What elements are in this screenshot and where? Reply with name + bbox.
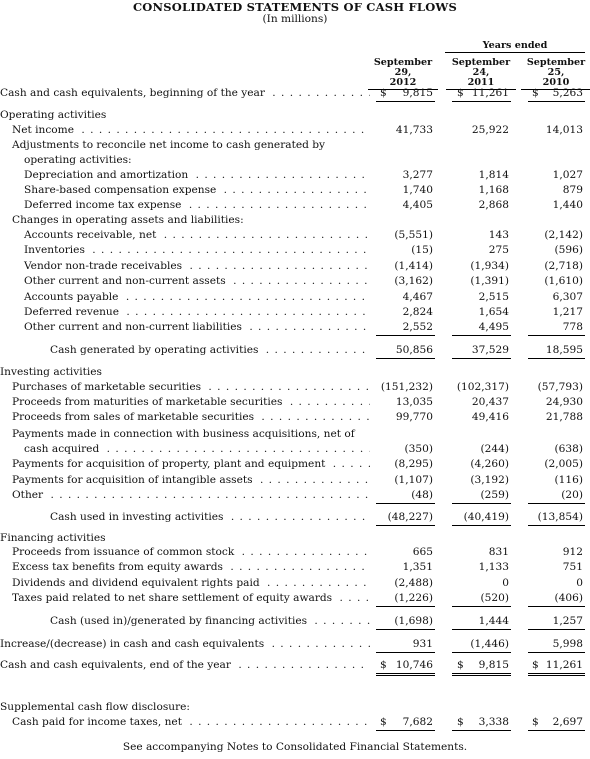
row-label	[0, 614, 370, 629]
row-label-text: operating activities:	[24, 154, 135, 166]
row-label-text: Payments made in connection with business acquisitions, net of	[12, 428, 358, 440]
double-underline	[452, 673, 511, 674]
footnote: See accompanying Notes to Consolidated Financial Statements.	[122, 741, 468, 753]
row-value-1: (1,226)	[394, 592, 433, 604]
row-value-2: 0	[502, 577, 509, 589]
row-value-3: (596)	[554, 244, 583, 256]
table-row	[0, 153, 590, 168]
table-row	[0, 715, 590, 730]
row-label	[0, 658, 370, 673]
table-row	[0, 510, 590, 525]
table-row	[0, 700, 590, 715]
underline	[376, 335, 435, 336]
row-value-2: 37,529	[471, 344, 509, 356]
row-label-text: Adjustments to reconcile net income to cash generated by	[12, 139, 328, 151]
table-row	[0, 108, 590, 123]
row-label-text: Increase/(decrease) in cash and cash equivalents	[0, 638, 267, 650]
table-row	[0, 305, 590, 320]
row-label	[0, 168, 370, 183]
row-label	[0, 343, 370, 358]
currency-symbol: $	[457, 716, 464, 728]
table-row	[0, 591, 590, 606]
row-label-text: Financing activities	[0, 532, 109, 544]
row-label	[0, 473, 370, 488]
table-row	[0, 637, 590, 652]
row-label-text: Excess tax benefits from equity awards	[12, 561, 226, 573]
row-label-text: Share-based compensation expense	[24, 184, 219, 196]
row-label-text: Net income	[12, 124, 77, 136]
row-label-text: Accounts receivable, net	[24, 229, 159, 241]
row-value-1: (151,232)	[380, 381, 433, 393]
table-row	[0, 442, 590, 457]
table-row	[0, 86, 590, 101]
row-value-3: (20)	[561, 489, 583, 501]
row-label	[0, 395, 370, 410]
row-label	[0, 715, 370, 730]
table-row	[0, 560, 590, 575]
row-value-1: 41,733	[395, 124, 433, 136]
row-label	[0, 457, 370, 472]
row-value-1: 4,467	[402, 291, 433, 303]
row-label	[0, 153, 370, 168]
row-value-3: 751	[562, 561, 583, 573]
row-label	[0, 380, 370, 395]
row-value-1: (1,698)	[394, 615, 433, 627]
row-value-2: (102,317)	[456, 381, 509, 393]
row-label-text: Proceeds from issuance of common stock	[12, 546, 237, 558]
underline	[376, 730, 435, 731]
row-label-text: Deferred income tax expense	[24, 199, 184, 211]
row-value-3: 11,261	[545, 659, 583, 671]
row-label-text: Dividends and dividend equivalent rights paid	[12, 577, 263, 589]
row-value-1: 4,405	[402, 199, 433, 211]
table-row	[0, 531, 590, 546]
row-value-2: (40,419)	[463, 511, 509, 523]
row-value-3: 778	[562, 321, 583, 333]
row-value-1: (5,551)	[394, 229, 433, 241]
table-row	[0, 614, 590, 629]
row-value-1: (48)	[411, 489, 433, 501]
double-underline	[452, 675, 511, 676]
row-value-2: 831	[488, 546, 509, 558]
row-label-text: Taxes paid related to net share settlement of equity awards	[12, 592, 335, 604]
row-value-2: 275	[488, 244, 509, 256]
row-value-3: 24,930	[545, 396, 583, 408]
row-value-2: (244)	[480, 443, 509, 455]
row-label-text: Other current and non-current assets	[24, 275, 229, 287]
table-row	[0, 457, 590, 472]
underline	[528, 335, 585, 336]
row-label	[0, 290, 370, 305]
row-value-1: (1,107)	[394, 474, 433, 486]
row-label	[0, 198, 370, 213]
row-label-text: Changes in operating assets and liabilities:	[12, 214, 247, 226]
row-label	[0, 442, 370, 457]
row-value-2: 11,261	[471, 87, 509, 99]
row-value-1: 3,277	[402, 169, 433, 181]
row-value-3: 879	[562, 184, 583, 196]
row-label	[0, 243, 370, 258]
row-value-3: 5,998	[552, 638, 583, 650]
underline	[452, 335, 511, 336]
row-label-text: Other current and non-current liabilities	[24, 321, 245, 333]
underline	[452, 606, 511, 607]
row-label	[0, 700, 370, 715]
row-value-1: 7,682	[402, 716, 433, 728]
row-value-2: (1,934)	[470, 260, 509, 272]
row-value-2: 25,922	[471, 124, 509, 136]
column-header-2010: September 25, 2010	[521, 58, 590, 90]
row-value-3: 912	[562, 546, 583, 558]
row-label-text: Cash paid for income taxes, net	[12, 716, 185, 728]
column-header-2011: September 24, 2011	[446, 58, 516, 90]
row-label	[0, 259, 370, 274]
row-value-3: (2,718)	[544, 260, 583, 272]
underline	[376, 358, 435, 359]
row-value-1: 50,856	[395, 344, 433, 356]
row-value-3: 18,595	[545, 344, 583, 356]
table-row	[0, 198, 590, 213]
row-value-3: (2,142)	[544, 229, 583, 241]
row-label-text: Operating activities	[0, 109, 109, 121]
row-label	[0, 637, 370, 652]
row-value-2: 143	[488, 229, 509, 241]
table-row	[0, 123, 590, 138]
row-value-3: 1,257	[552, 615, 583, 627]
row-value-1: 9,815	[402, 87, 433, 99]
row-label-text: Vendor non-trade receivables	[24, 260, 185, 272]
double-underline	[376, 675, 435, 676]
row-label	[0, 410, 370, 425]
row-label-text: Inventories	[24, 244, 88, 256]
underline	[376, 525, 435, 526]
row-value-1: 1,740	[402, 184, 433, 196]
row-value-1: (1,414)	[394, 260, 433, 272]
double-underline	[528, 673, 585, 674]
row-value-2: (1,446)	[470, 638, 509, 650]
table-row	[0, 228, 590, 243]
underline	[376, 101, 435, 102]
row-label	[0, 488, 370, 503]
row-label	[0, 531, 370, 546]
row-value-3: 1,217	[552, 306, 583, 318]
row-label	[0, 305, 370, 320]
row-value-1: (15)	[411, 244, 433, 256]
table-row	[0, 213, 590, 228]
row-value-3: 1,027	[552, 169, 583, 181]
row-label-text: Supplemental cash flow disclosure:	[0, 701, 193, 713]
underline	[528, 503, 585, 504]
row-value-3: 2,697	[552, 716, 583, 728]
underline	[452, 525, 511, 526]
currency-symbol: $	[380, 659, 387, 671]
currency-symbol: $	[457, 87, 464, 99]
row-label-text: Other	[12, 489, 46, 501]
row-label-text: Proceeds from sales of marketable securities	[12, 411, 257, 423]
table-row	[0, 168, 590, 183]
row-value-1: 931	[412, 638, 433, 650]
row-value-3: (2,005)	[544, 458, 583, 470]
row-label-text: Payments for acquisition of intangible assets	[12, 474, 256, 486]
table-row	[0, 259, 590, 274]
row-value-1: (48,227)	[387, 511, 433, 523]
table-row	[0, 243, 590, 258]
underline	[452, 629, 511, 630]
underline	[528, 358, 585, 359]
row-label-text: Cash and cash equivalents, end of the year	[0, 659, 234, 671]
underline	[376, 503, 435, 504]
row-label-text: Payments for acquisition of property, plant and equipment	[12, 458, 328, 470]
row-value-1: (3,162)	[394, 275, 433, 287]
row-label	[0, 228, 370, 243]
currency-symbol: $	[380, 716, 387, 728]
row-value-3: (1,610)	[544, 275, 583, 287]
row-value-1: (8,295)	[394, 458, 433, 470]
underline	[528, 525, 585, 526]
row-value-1: (350)	[404, 443, 433, 455]
table-row	[0, 274, 590, 289]
row-value-3: (638)	[554, 443, 583, 455]
table-row	[0, 365, 590, 380]
row-label-text: Cash used in investing activities	[50, 511, 226, 523]
row-label	[0, 560, 370, 575]
row-value-2: (3,192)	[470, 474, 509, 486]
double-underline	[528, 675, 585, 676]
table-row	[0, 380, 590, 395]
row-value-2: 3,338	[478, 716, 509, 728]
row-label	[0, 365, 370, 380]
row-value-3: 21,788	[545, 411, 583, 423]
table-row	[0, 658, 590, 673]
underline	[376, 652, 435, 653]
row-value-2: 1,814	[478, 169, 509, 181]
row-value-2: 1,654	[478, 306, 509, 318]
row-value-1: 1,351	[402, 561, 433, 573]
underline	[376, 629, 435, 630]
row-value-1: 99,770	[395, 411, 433, 423]
row-label-text: cash acquired	[24, 443, 102, 455]
row-value-3: (57,793)	[537, 381, 583, 393]
underline	[528, 101, 585, 102]
row-value-1: 665	[412, 546, 433, 558]
row-value-2: 1,133	[478, 561, 509, 573]
row-label	[0, 123, 370, 138]
row-value-3: 5,263	[552, 87, 583, 99]
row-label	[0, 274, 370, 289]
row-label-text: Deferred revenue	[24, 306, 122, 318]
row-label	[0, 510, 370, 525]
statement-title: CONSOLIDATED STATEMENTS OF CASH FLOWS	[132, 0, 458, 14]
row-value-2: 20,437	[471, 396, 509, 408]
row-label-text: Purchases of marketable securities	[12, 381, 204, 393]
row-value-2: (520)	[480, 592, 509, 604]
currency-symbol: $	[532, 659, 539, 671]
underline	[528, 652, 585, 653]
underline	[452, 652, 511, 653]
underline	[528, 606, 585, 607]
underline	[452, 358, 511, 359]
underline	[528, 629, 585, 630]
row-value-3: 6,307	[552, 291, 583, 303]
column-header-2012: September 29, 2012	[368, 58, 438, 90]
table-row	[0, 320, 590, 335]
row-label-text: Cash generated by operating activities	[50, 344, 261, 356]
table-row	[0, 290, 590, 305]
row-label	[0, 183, 370, 198]
row-value-2: 2,515	[478, 291, 509, 303]
row-value-2: (1,391)	[470, 275, 509, 287]
row-label	[0, 545, 370, 560]
row-label-text: Cash (used in)/generated by financing activities	[50, 615, 310, 627]
row-label	[0, 86, 370, 101]
currency-symbol: $	[532, 716, 539, 728]
row-label	[0, 108, 370, 123]
table-row	[0, 576, 590, 591]
row-label-text: Accounts payable	[24, 291, 121, 303]
row-value-2: 1,444	[478, 615, 509, 627]
table-row	[0, 473, 590, 488]
row-value-1: 10,746	[395, 659, 433, 671]
row-value-2: 4,495	[478, 321, 509, 333]
table-row	[0, 545, 590, 560]
row-value-3: 1,440	[552, 199, 583, 211]
row-value-3: 0	[576, 577, 583, 589]
table-row	[0, 183, 590, 198]
row-value-2: (4,260)	[470, 458, 509, 470]
row-label-text: Investing activities	[0, 366, 105, 378]
row-value-1: 13,035	[395, 396, 433, 408]
row-value-3: (116)	[554, 474, 583, 486]
years-ended-label: Years ended	[445, 40, 585, 53]
statement-subtitle: (In millions)	[262, 13, 328, 25]
row-value-2: 1,168	[478, 184, 509, 196]
row-value-3: 14,013	[545, 124, 583, 136]
table-row	[0, 138, 590, 153]
row-value-3: (406)	[554, 592, 583, 604]
currency-symbol: $	[457, 659, 464, 671]
currency-symbol: $	[380, 87, 387, 99]
row-value-2: 49,416	[471, 411, 509, 423]
row-value-1: 2,824	[402, 306, 433, 318]
row-value-3: (13,854)	[537, 511, 583, 523]
underline	[452, 101, 511, 102]
underline	[528, 730, 585, 731]
row-label	[0, 591, 370, 606]
row-value-2: 9,815	[478, 659, 509, 671]
row-value-1: (2,488)	[394, 577, 433, 589]
table-row	[0, 343, 590, 358]
table-row	[0, 395, 590, 410]
table-row	[0, 427, 590, 442]
row-value-2: 2,868	[478, 199, 509, 211]
row-value-2: (259)	[480, 489, 509, 501]
underline	[376, 606, 435, 607]
row-value-1: 2,552	[402, 321, 433, 333]
row-label-text: Depreciation and amortization	[24, 169, 191, 181]
currency-symbol: $	[532, 87, 539, 99]
row-label	[0, 320, 370, 335]
row-label	[0, 138, 370, 153]
table-row	[0, 410, 590, 425]
double-underline	[376, 673, 435, 674]
row-label	[0, 213, 370, 228]
underline	[452, 730, 511, 731]
underline	[452, 503, 511, 504]
row-label	[0, 427, 370, 442]
row-label-text: Proceeds from maturities of marketable securities	[12, 396, 285, 408]
row-label	[0, 576, 370, 591]
table-row	[0, 488, 590, 503]
row-label-text: Cash and cash equivalents, beginning of the year	[0, 87, 268, 99]
